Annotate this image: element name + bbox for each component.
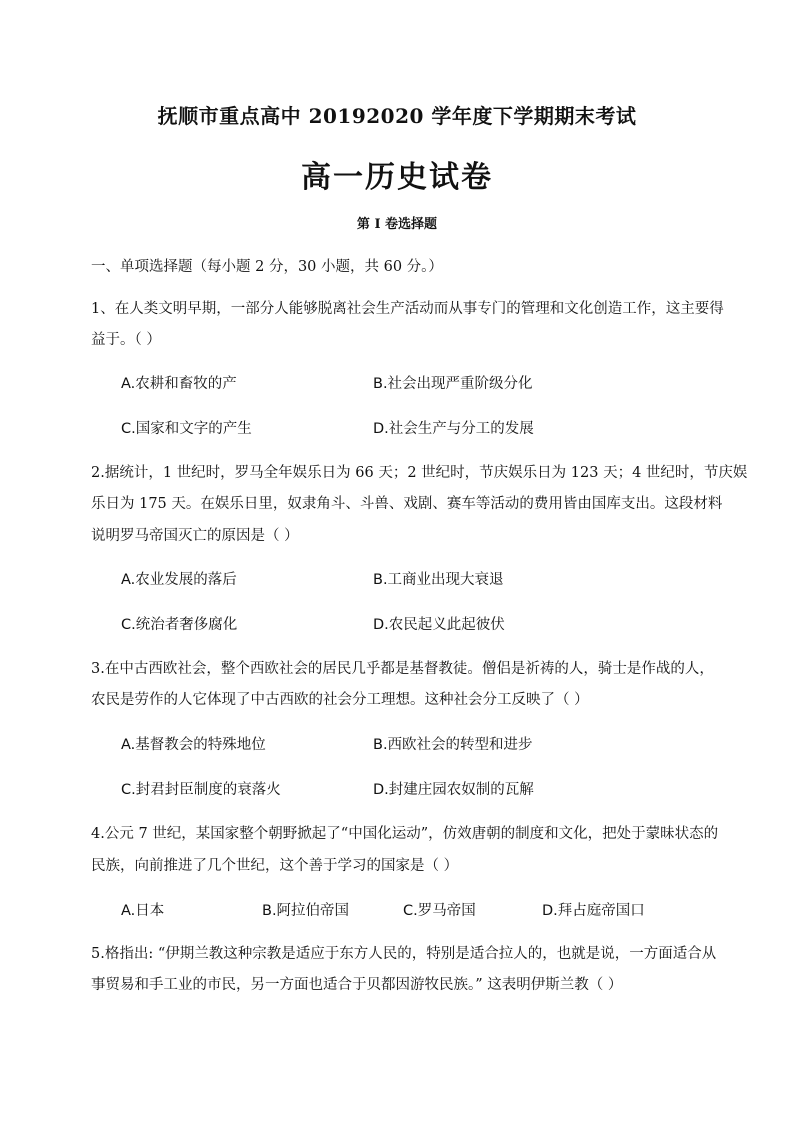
- question-4-line-2: 民族，向前推进了几个世纪，这个善于学习的国家是（ ）: [91, 858, 459, 874]
- question-1-option-d: D.社会生产与分工的发展: [373, 421, 534, 437]
- question-3-option-d: D.封建庄园农奴制的瓦解: [373, 782, 534, 798]
- question-2-line-3: 说明罗马帝国灭亡的原因是（ ）: [91, 528, 299, 544]
- question-4-option-a: A.日本: [121, 903, 165, 919]
- question-1-option-a: A.农耕和畜牧的产: [121, 376, 237, 392]
- question-1-line-2: 益于。（ ）: [91, 332, 161, 348]
- question-2-line-2: 乐日为 175 天。在娱乐日里，奴隶角斗、斗兽、戏剧、赛车等活动的费用皆由国库支出。这段材料: [91, 496, 723, 512]
- question-1-option-c: C.国家和文字的产生: [121, 421, 252, 437]
- question-3-option-a: A.基督教会的特殊地位: [121, 737, 266, 753]
- question-2-line-1: 2.据统计，1 世纪时，罗马全年娱乐日为 66 天；2 世纪时，节庆娱乐日为 123 天；4 世纪时，节庆娱: [91, 465, 748, 481]
- exam-title: 抚顺市重点高中 20192020 学年度下学期期末考试: [157, 104, 637, 128]
- question-4-option-b: B.阿拉伯帝国: [262, 903, 350, 919]
- question-2-option-d: D.农民起义此起彼伏: [373, 617, 505, 633]
- question-2-option-c: C.统治者奢侈腐化: [121, 617, 238, 633]
- question-3-line-1: 3.在中古西欧社会，整个西欧社会的居民几乎都是基督教徒。僧侣是祈祷的人，骑士是作战的人，: [91, 661, 714, 677]
- question-3-option-b: B.西欧社会的转型和进步: [373, 737, 533, 753]
- question-4-line-1: 4.公元 7 世纪，某国家整个朝野掀起了“中国化运动”，仿效唐朝的制度和文化，把处于蒙昧状态的: [91, 826, 719, 842]
- question-5-line-2: 事贸易和手工业的市民，另一方面也适合于贝都因游牧民族。” 这表明伊斯兰教（ ）: [91, 977, 623, 993]
- question-5-line-1: 5.格指出: “伊期兰教这种宗教是适应于东方人民的，特别是适合拉人的，也就是说，一方面适合从: [91, 946, 717, 962]
- question-4-option-c: C.罗马帝国: [403, 903, 476, 919]
- question-3-line-2: 农民是劳作的人它体现了中古西欧的社会分工理想。这种社会分工反映了（ ）: [91, 692, 589, 708]
- exam-subtitle: 高一历史试卷: [301, 160, 493, 195]
- question-2-option-a: A.农业发展的落后: [121, 572, 237, 588]
- question-3-option-c: C.封君封臣制度的衰落火: [121, 782, 281, 798]
- question-2-option-b: B.工商业出现大衰退: [373, 572, 504, 588]
- question-1-option-b: B.社会出现严重阶级分化: [373, 376, 533, 392]
- question-1-line-1: 1、在人类文明早期，一部分人能够脱离社会生产活动而从事专门的管理和文化创造工作，这主要得: [91, 301, 724, 317]
- section-heading: 一、单项选择题（每小题 2 分，30 小题，共 60 分。）: [91, 259, 443, 275]
- question-4-option-d: D.拜占庭帝国口: [542, 903, 645, 919]
- part-label: 第 I 卷选择题: [356, 217, 438, 232]
